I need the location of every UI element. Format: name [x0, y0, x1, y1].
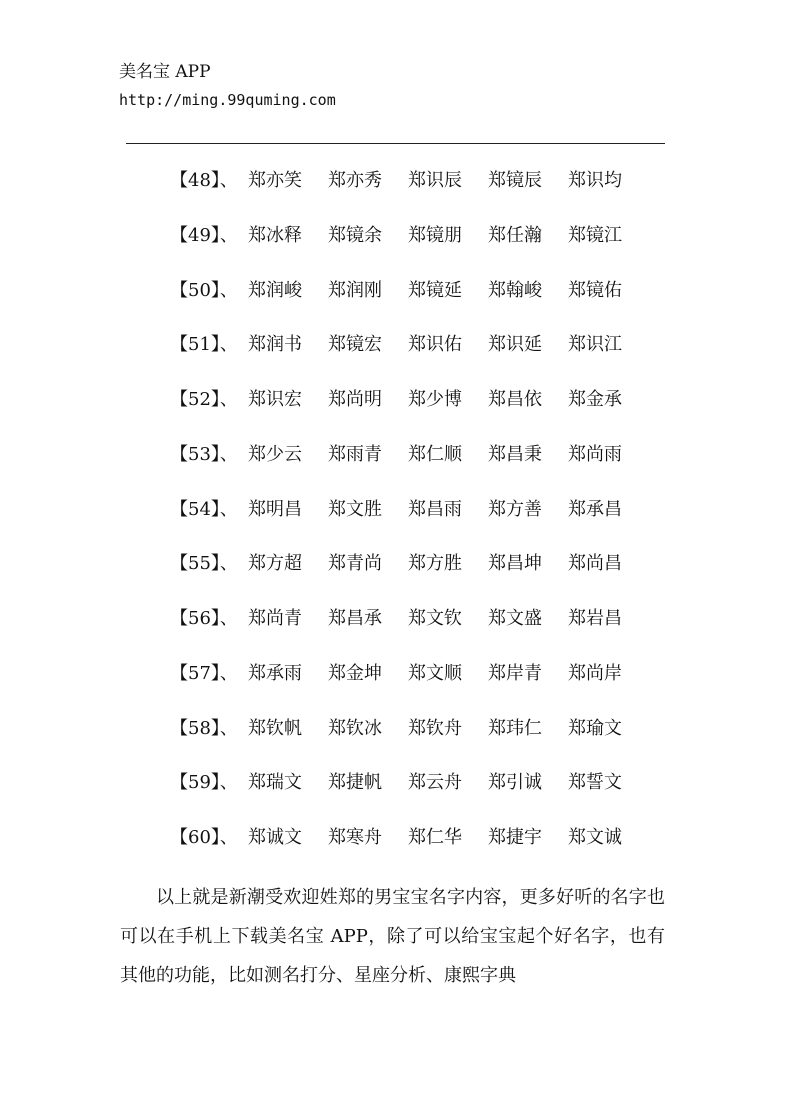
name-entry: 郑翰峻 [488, 279, 542, 301]
name-entry: 郑润刚 [328, 279, 382, 301]
name-entry: 郑明昌 [248, 498, 302, 520]
name-entry: 郑钦舟 [408, 717, 462, 739]
name-entry: 郑昌秉 [488, 443, 542, 465]
name-entry: 郑识宏 [248, 389, 302, 410]
name-entry: 郑镜朋 [408, 224, 462, 246]
name-entry: 郑瑜文 [568, 717, 622, 739]
name-entry: 郑识延 [488, 334, 542, 356]
list-item [170, 223, 690, 278]
name-entry: 郑昌依 [488, 389, 542, 410]
header-divider [126, 143, 665, 144]
name-entry: 郑捷宇 [488, 827, 542, 848]
list-item-index: 【54】、 [170, 498, 238, 520]
list-item-index: 【56】、 [170, 608, 238, 629]
list-item [170, 606, 690, 661]
list-item [170, 332, 690, 387]
name-entry: 郑金坤 [328, 662, 382, 684]
name-entry: 郑尚雨 [568, 443, 622, 465]
name-entry: 郑文诚 [568, 827, 622, 848]
name-entry: 郑亦秀 [328, 170, 382, 191]
name-entry: 郑尚岸 [568, 662, 622, 684]
name-entry: 郑仁顺 [408, 443, 462, 465]
name-entry: 郑青尚 [328, 553, 382, 575]
name-entry: 郑镜江 [568, 224, 622, 246]
list-item [170, 551, 690, 606]
list-item-index: 【49】、 [170, 224, 238, 246]
list-item [170, 442, 690, 497]
list-item [170, 716, 690, 771]
list-item [170, 278, 690, 333]
name-entry: 郑方超 [248, 553, 302, 575]
list-item [170, 497, 690, 552]
name-entry: 郑镜余 [328, 224, 382, 246]
name-entry: 郑文盛 [488, 608, 542, 629]
list-item-index: 【60】、 [170, 827, 238, 848]
name-entry: 郑云舟 [408, 772, 462, 794]
name-entry: 郑尚昌 [568, 553, 622, 575]
list-item [170, 770, 690, 825]
site-url: http://ming.99quming.com [119, 91, 336, 109]
name-entry: 郑岸青 [488, 662, 542, 684]
name-entry: 郑玮仁 [488, 717, 542, 739]
name-entry: 郑引诚 [488, 772, 542, 794]
name-entry: 郑昌雨 [408, 498, 462, 520]
list-item-index: 【57】、 [170, 662, 238, 684]
name-entry: 郑承雨 [248, 662, 302, 684]
name-entry: 郑识辰 [408, 170, 462, 191]
list-item-index: 【59】、 [170, 772, 238, 794]
name-entry: 郑镜佑 [568, 279, 622, 301]
name-entry: 郑文钦 [408, 608, 462, 629]
name-entry: 郑诚文 [248, 827, 302, 848]
name-list [170, 168, 690, 880]
name-entry: 郑镜辰 [488, 170, 542, 191]
name-entry: 郑昌承 [328, 608, 382, 629]
list-item [170, 661, 690, 716]
list-item-index: 【52】、 [170, 389, 238, 410]
name-entry: 郑雨青 [328, 443, 382, 465]
list-item-index: 【51】、 [170, 334, 238, 356]
name-entry: 郑方胜 [408, 553, 462, 575]
name-entry: 郑少云 [248, 443, 302, 465]
page-header [119, 58, 336, 114]
name-entry: 郑识佑 [408, 334, 462, 356]
name-entry: 郑亦笑 [248, 170, 302, 191]
list-item-index: 【50】、 [170, 279, 238, 301]
name-entry: 郑尚明 [328, 389, 382, 410]
list-item [170, 168, 690, 223]
name-entry: 郑钦冰 [328, 717, 382, 739]
list-item-index: 【48】、 [170, 170, 238, 191]
closing-paragraph: 以上就是新潮受欢迎姓郑的男宝宝名字内容，更多好听的名字也可以在手机上下载美名宝 APP，除了可以给宝宝起个好名字，也有其他的功能，比如测名打分、星座分析、康熙字典 [120, 887, 665, 986]
name-entry: 郑昌坤 [488, 553, 542, 575]
list-item-index: 【53】、 [170, 443, 238, 465]
name-entry: 郑仁华 [408, 827, 462, 848]
list-item-index: 【55】、 [170, 553, 238, 575]
name-entry: 郑文胜 [328, 498, 382, 520]
name-entry: 郑誓文 [568, 772, 622, 794]
name-entry: 郑镜延 [408, 279, 462, 301]
list-item [170, 387, 690, 442]
name-entry: 郑寒舟 [328, 827, 382, 848]
name-entry: 郑尚青 [248, 608, 302, 629]
list-item-index: 【58】、 [170, 717, 238, 739]
name-entry: 郑文顺 [408, 662, 462, 684]
name-entry: 郑瑞文 [248, 772, 302, 794]
name-entry: 郑润书 [248, 334, 302, 356]
name-entry: 郑方善 [488, 498, 542, 520]
name-entry: 郑少博 [408, 389, 462, 410]
name-entry: 郑捷帆 [328, 772, 382, 794]
name-entry: 郑识江 [568, 334, 622, 356]
list-item [170, 825, 690, 880]
name-entry: 郑金承 [568, 389, 622, 410]
name-entry: 郑钦帆 [248, 717, 302, 739]
name-entry: 郑润峻 [248, 279, 302, 301]
app-name: 美名宝 APP [119, 62, 211, 82]
name-entry: 郑任瀚 [488, 224, 542, 246]
name-entry: 郑识均 [568, 170, 622, 191]
name-entry: 郑岩昌 [568, 608, 622, 629]
name-entry: 郑承昌 [568, 498, 622, 520]
name-entry: 郑冰释 [248, 224, 302, 246]
name-entry: 郑镜宏 [328, 334, 382, 356]
